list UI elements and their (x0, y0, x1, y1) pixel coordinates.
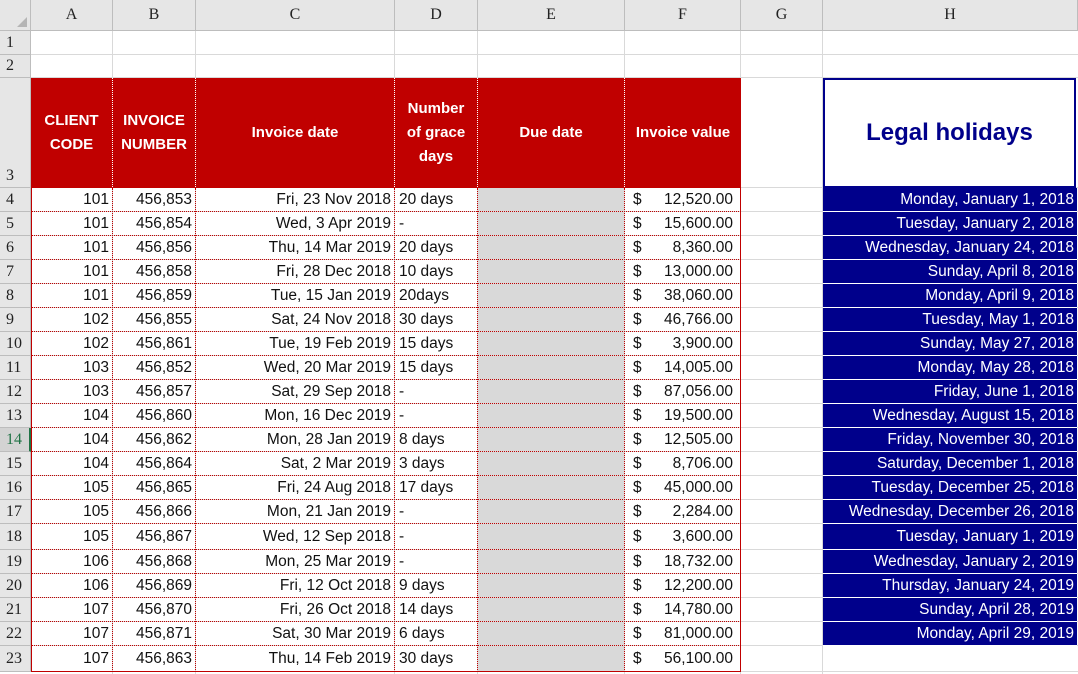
invoice-number-cell[interactable]: 456,857 (135, 383, 192, 400)
invoice-value-cell[interactable]: 2,284.00 (672, 503, 733, 520)
due-date-cell[interactable] (478, 476, 625, 500)
invoice-date-cell[interactable]: Sat, 24 Nov 2018 (271, 311, 391, 328)
row-header-20[interactable]: 20 (0, 574, 31, 598)
invoice-value-cell[interactable]: 19,500.00 (664, 407, 733, 424)
grace-days-cell[interactable]: 9 days (399, 577, 445, 594)
invoice-number-cell[interactable]: 456,858 (135, 263, 192, 280)
header-text (121, 109, 187, 157)
invoice-value-cell[interactable]: 12,520.00 (664, 191, 733, 208)
table-row-divider (31, 427, 741, 428)
table-row-divider (31, 307, 741, 308)
client-code-cell[interactable]: 101 (83, 239, 109, 256)
header-text (44, 109, 98, 157)
currency-symbol: $ (633, 263, 642, 280)
invoice-value-cell[interactable]: 13,000.00 (664, 263, 733, 280)
header-line: INVOICE (123, 111, 185, 129)
table-row-divider (31, 621, 741, 622)
invoice-date-cell[interactable]: Wed, 3 Apr 2019 (275, 215, 391, 232)
row-header-13[interactable]: 13 (0, 404, 31, 428)
header-line: CLIENT (44, 111, 99, 129)
due-date-cell[interactable] (478, 404, 625, 428)
currency-symbol: $ (633, 359, 642, 376)
invoice-date-cell[interactable]: Wed, 20 Mar 2019 (263, 359, 391, 376)
holiday-date-cell[interactable]: Monday, January 1, 2018 (823, 188, 1077, 212)
row-header-21[interactable]: 21 (0, 598, 31, 622)
row-header-11[interactable]: 11 (0, 356, 31, 380)
invoice-number-cell[interactable]: 456,866 (135, 503, 192, 520)
row-header-14[interactable]: 14 (0, 428, 31, 452)
holiday-date-cell[interactable]: Friday, November 30, 2018 (823, 428, 1077, 452)
currency-symbol: $ (633, 553, 642, 570)
client-code-cell[interactable]: 104 (83, 407, 109, 424)
currency-symbol: $ (633, 431, 642, 448)
table-row-divider (31, 645, 741, 646)
grace-days-cell[interactable]: 8 days (399, 431, 445, 448)
holiday-date-cell[interactable]: Sunday, April 8, 2018 (823, 260, 1077, 284)
invoice-number-cell[interactable]: 456,854 (135, 215, 192, 232)
table-row-divider (31, 451, 741, 452)
holiday-date-cell[interactable]: Tuesday, May 1, 2018 (823, 308, 1077, 332)
invoice-value-cell[interactable]: 14,005.00 (664, 359, 733, 376)
grace-days-cell[interactable]: - (399, 553, 405, 570)
select-all-corner[interactable] (0, 0, 31, 31)
currency-symbol: $ (633, 287, 642, 304)
currency-symbol: $ (633, 503, 642, 520)
invoice-value-cell[interactable]: 8,706.00 (672, 455, 733, 472)
row-header-18[interactable]: 18 (0, 524, 31, 550)
header-line: Invoice value (635, 123, 731, 141)
due-date-cell[interactable] (478, 332, 625, 356)
invoice-value-cell[interactable]: 38,060.00 (664, 287, 733, 304)
select-all-triangle-icon (17, 17, 27, 27)
currency-symbol: $ (633, 215, 642, 232)
due-date-cell[interactable] (478, 380, 625, 404)
row-header-10[interactable]: 10 (0, 332, 31, 356)
header-line: Number (407, 99, 465, 117)
table-row-divider (31, 573, 741, 574)
client-code-cell[interactable]: 105 (83, 503, 109, 520)
row-header-12[interactable]: 12 (0, 380, 31, 404)
holiday-date-cell[interactable]: Wednesday, January 24, 2018 (823, 236, 1077, 260)
table-row-divider (31, 403, 741, 404)
invoice-date-cell[interactable]: Fri, 28 Dec 2018 (276, 263, 391, 280)
table-row-divider (31, 379, 741, 380)
grace-days-cell[interactable]: - (399, 215, 405, 232)
invoice-value-cell[interactable]: 46,766.00 (664, 311, 733, 328)
invoice-number-cell[interactable]: 456,859 (135, 287, 192, 304)
invoice-value-header[interactable] (625, 78, 741, 187)
invoice-value-cell[interactable]: 12,505.00 (664, 431, 733, 448)
invoice-number-cell[interactable]: 456,868 (135, 553, 192, 570)
row-header-1[interactable]: 1 (0, 31, 31, 55)
table-row-divider (31, 235, 741, 236)
invoice-number-cell[interactable]: 456,862 (135, 431, 192, 448)
holiday-date-cell[interactable]: Thursday, January 24, 2019 (823, 574, 1077, 598)
row-header-15[interactable]: 15 (0, 452, 31, 476)
client-code-cell[interactable]: 107 (83, 650, 109, 667)
currency-symbol: $ (633, 311, 642, 328)
client-code-cell[interactable]: 101 (83, 263, 109, 280)
invoice-date-cell[interactable]: Mon, 28 Jan 2019 (266, 431, 391, 448)
invoice-date-cell[interactable]: Fri, 12 Oct 2018 (279, 577, 391, 594)
grace-days-cell[interactable]: 20 days (399, 239, 454, 256)
currency-symbol: $ (633, 407, 642, 424)
invoice-date-cell[interactable]: Wed, 12 Sep 2018 (262, 528, 391, 545)
grace-days-cell[interactable]: - (399, 528, 405, 545)
invoice-date-cell[interactable]: Tue, 15 Jan 2019 (270, 287, 391, 304)
table-column-divider (624, 188, 625, 672)
table-column-divider (112, 188, 113, 672)
row-header-7[interactable]: 7 (0, 260, 31, 284)
table-column-divider (195, 188, 196, 672)
row-header-23[interactable]: 23 (0, 646, 31, 672)
invoice-value-cell[interactable]: 56,100.00 (664, 650, 733, 667)
due-date-cell[interactable] (478, 574, 625, 598)
invoice-number-cell[interactable]: 456,864 (135, 455, 192, 472)
client-code-cell[interactable]: 101 (83, 287, 109, 304)
grace-days-header[interactable] (395, 78, 478, 187)
currency-symbol: $ (633, 455, 642, 472)
invoice-date-cell[interactable]: Thu, 14 Feb 2019 (268, 650, 391, 667)
due-date-cell[interactable] (478, 356, 625, 380)
grace-days-cell[interactable]: 10 days (399, 263, 454, 280)
due-date-cell[interactable] (478, 308, 625, 332)
invoice-value-cell[interactable]: 15,600.00 (664, 215, 733, 232)
row-header-16[interactable]: 16 (0, 476, 31, 500)
invoice-date-cell[interactable]: Fri, 23 Nov 2018 (276, 191, 391, 208)
grace-days-cell[interactable]: - (399, 503, 405, 520)
table-column-divider (477, 188, 478, 672)
holiday-date-cell[interactable]: Monday, April 9, 2018 (823, 284, 1077, 308)
client-code-cell[interactable]: 105 (83, 479, 109, 496)
currency-symbol: $ (633, 191, 642, 208)
due-date-cell[interactable] (478, 646, 625, 672)
grace-days-cell[interactable]: - (399, 407, 405, 424)
invoice-value-cell[interactable]: 14,780.00 (664, 601, 733, 618)
header-line: Invoice date (251, 123, 339, 141)
grace-days-cell[interactable]: 30 days (399, 311, 454, 328)
holiday-date-cell[interactable]: Tuesday, December 25, 2018 (823, 476, 1077, 500)
invoice-date-cell[interactable]: Mon, 16 Dec 2019 (264, 407, 391, 424)
holiday-date-cell[interactable]: Tuesday, January 1, 2019 (823, 524, 1077, 550)
due-date-cell[interactable] (478, 236, 625, 260)
grace-days-cell[interactable]: 30 days (399, 650, 454, 667)
table-row-divider (31, 523, 741, 524)
header-line: of grace (406, 123, 466, 141)
row-header-9[interactable]: 9 (0, 308, 31, 332)
client-code-cell[interactable]: 102 (83, 311, 109, 328)
grace-days-cell[interactable]: 20days (399, 287, 449, 304)
invoice-number-header[interactable] (113, 78, 196, 187)
grace-days-cell[interactable]: 14 days (399, 601, 454, 618)
due-date-cell[interactable] (478, 550, 625, 574)
currency-symbol: $ (633, 601, 642, 618)
client-code-cell[interactable]: 103 (83, 383, 109, 400)
currency-symbol: $ (633, 650, 642, 667)
due-date-cell[interactable] (478, 188, 625, 212)
holiday-date-cell[interactable]: Wednesday, January 2, 2019 (823, 550, 1077, 574)
client-code-cell[interactable]: 104 (83, 455, 109, 472)
currency-symbol: $ (633, 479, 642, 496)
invoice-value-cell[interactable]: 87,056.00 (664, 383, 733, 400)
column-header-a[interactable]: A (31, 0, 113, 31)
holiday-date-cell[interactable]: Tuesday, January 2, 2018 (823, 212, 1077, 236)
header-text (407, 97, 465, 169)
grace-days-cell[interactable]: 17 days (399, 479, 454, 496)
currency-symbol: $ (633, 528, 642, 545)
table-row-divider (31, 475, 741, 476)
column-header-d[interactable]: D (395, 0, 478, 31)
invoice-number-cell[interactable]: 456,853 (135, 191, 192, 208)
holiday-date-cell[interactable]: Wednesday, August 15, 2018 (823, 404, 1077, 428)
table-column-divider (394, 188, 395, 672)
header-text (252, 121, 339, 145)
invoice-value-cell[interactable]: 8,360.00 (672, 239, 733, 256)
due-date-header[interactable] (478, 78, 625, 187)
invoice-value-cell[interactable]: 81,000.00 (664, 625, 733, 642)
table-row-divider (31, 211, 741, 212)
legal-holidays-title[interactable]: Legal holidays (823, 78, 1076, 188)
row-header-2[interactable]: 2 (0, 55, 31, 78)
invoice-number-cell[interactable]: 456,867 (135, 528, 192, 545)
invoice-date-header[interactable] (196, 78, 395, 187)
client-code-cell[interactable]: 107 (83, 625, 109, 642)
invoice-number-cell[interactable]: 456,870 (135, 601, 192, 618)
invoice-value-cell[interactable]: 45,000.00 (664, 479, 733, 496)
due-date-cell[interactable] (478, 622, 625, 646)
client-code-cell[interactable]: 101 (83, 191, 109, 208)
grace-days-cell[interactable]: 6 days (399, 625, 445, 642)
currency-symbol: $ (633, 335, 642, 352)
table-row-divider (31, 259, 741, 260)
invoice-number-cell[interactable]: 456,855 (135, 311, 192, 328)
grace-days-cell[interactable]: 15 days (399, 335, 454, 352)
holiday-date-cell[interactable]: Wednesday, December 26, 2018 (823, 500, 1077, 524)
currency-symbol: $ (633, 577, 642, 594)
invoice-number-cell[interactable]: 456,871 (135, 625, 192, 642)
row-header-22[interactable]: 22 (0, 622, 31, 646)
table-row-divider (31, 331, 741, 332)
currency-symbol: $ (633, 383, 642, 400)
invoice-number-cell[interactable]: 456,852 (135, 359, 192, 376)
due-date-cell[interactable] (478, 260, 625, 284)
column-header-h[interactable]: H (823, 0, 1078, 31)
due-date-cell[interactable] (478, 598, 625, 622)
grace-days-cell[interactable]: 20 days (399, 191, 454, 208)
client-code-header[interactable] (31, 78, 113, 187)
table-row-divider (31, 549, 741, 550)
due-date-cell[interactable] (478, 212, 625, 236)
table-row-divider (31, 283, 741, 284)
holiday-date-cell[interactable]: Sunday, April 28, 2019 (823, 598, 1077, 622)
client-code-cell[interactable]: 105 (83, 528, 109, 545)
table-row-divider (31, 597, 741, 598)
invoice-date-cell[interactable]: Tue, 19 Feb 2019 (269, 335, 391, 352)
header-text (519, 121, 582, 145)
invoice-date-cell[interactable]: Sat, 2 Mar 2019 (280, 455, 391, 472)
table-row-divider (31, 499, 741, 500)
client-code-cell[interactable]: 103 (83, 359, 109, 376)
invoice-date-cell[interactable]: Thu, 14 Mar 2019 (268, 239, 391, 256)
header-line: NUMBER (121, 135, 187, 153)
invoice-date-cell[interactable]: Fri, 24 Aug 2018 (277, 479, 391, 496)
invoice-number-cell[interactable]: 456,869 (135, 577, 192, 594)
invoice-date-cell[interactable]: Mon, 21 Jan 2019 (266, 503, 391, 520)
invoice-number-cell[interactable]: 456,865 (135, 479, 192, 496)
invoice-number-cell[interactable]: 456,856 (135, 239, 192, 256)
invoice-number-cell[interactable]: 456,863 (135, 650, 192, 667)
holiday-date-cell[interactable]: Friday, June 1, 2018 (823, 380, 1077, 404)
row-header-4[interactable]: 4 (0, 188, 31, 212)
grace-days-cell[interactable]: - (399, 383, 405, 400)
client-code-cell[interactable]: 107 (83, 601, 109, 618)
due-date-cell[interactable] (478, 524, 625, 550)
column-header-e[interactable]: E (478, 0, 625, 31)
invoice-value-cell[interactable]: 18,732.00 (664, 553, 733, 570)
client-code-cell[interactable]: 104 (83, 431, 109, 448)
invoice-number-cell[interactable]: 456,861 (135, 335, 192, 352)
invoice-value-cell[interactable]: 3,900.00 (672, 335, 733, 352)
currency-symbol: $ (633, 625, 642, 642)
invoice-date-cell[interactable]: Mon, 25 Mar 2019 (265, 553, 391, 570)
table-row-divider (31, 355, 741, 356)
client-code-cell[interactable]: 106 (83, 553, 109, 570)
holiday-date-cell[interactable]: Monday, May 28, 2018 (823, 356, 1077, 380)
grace-days-cell[interactable]: 3 days (399, 455, 445, 472)
holiday-date-cell[interactable]: Sunday, May 27, 2018 (823, 332, 1077, 356)
holiday-date-cell[interactable]: Monday, April 29, 2019 (823, 622, 1077, 646)
header-line: CODE (49, 135, 94, 153)
client-code-cell[interactable]: 106 (83, 577, 109, 594)
row-header-6[interactable]: 6 (0, 236, 31, 260)
column-header-b[interactable]: B (113, 0, 196, 31)
invoice-value-cell[interactable]: 12,200.00 (664, 577, 733, 594)
due-date-cell[interactable] (478, 500, 625, 524)
holiday-date-cell[interactable]: Saturday, December 1, 2018 (823, 452, 1077, 476)
column-header-c[interactable]: C (196, 0, 395, 31)
client-code-cell[interactable]: 101 (83, 215, 109, 232)
due-date-cell[interactable] (478, 452, 625, 476)
currency-symbol: $ (633, 239, 642, 256)
row-header-17[interactable]: 17 (0, 500, 31, 524)
client-code-cell[interactable]: 102 (83, 335, 109, 352)
column-header-f[interactable]: F (625, 0, 741, 31)
invoice-date-cell[interactable]: Sat, 29 Sep 2018 (271, 383, 391, 400)
header-line: Due date (519, 123, 583, 141)
invoice-number-cell[interactable]: 456,860 (135, 407, 192, 424)
due-date-cell[interactable] (478, 284, 625, 308)
grace-days-cell[interactable]: 15 days (399, 359, 454, 376)
header-text (636, 121, 730, 145)
invoice-date-cell[interactable]: Fri, 26 Oct 2018 (279, 601, 391, 618)
row-header-8[interactable]: 8 (0, 284, 31, 308)
row-header-5[interactable]: 5 (0, 212, 31, 236)
invoice-date-cell[interactable]: Sat, 30 Mar 2019 (272, 625, 391, 642)
invoice-value-cell[interactable]: 3,600.00 (672, 528, 733, 545)
header-line: days (418, 147, 454, 165)
row-header-19[interactable]: 19 (0, 550, 31, 574)
due-date-cell[interactable] (478, 428, 625, 452)
row-header-3[interactable]: 3 (0, 78, 31, 188)
column-header-g[interactable]: G (741, 0, 823, 31)
gridline-horizontal (31, 54, 1078, 55)
